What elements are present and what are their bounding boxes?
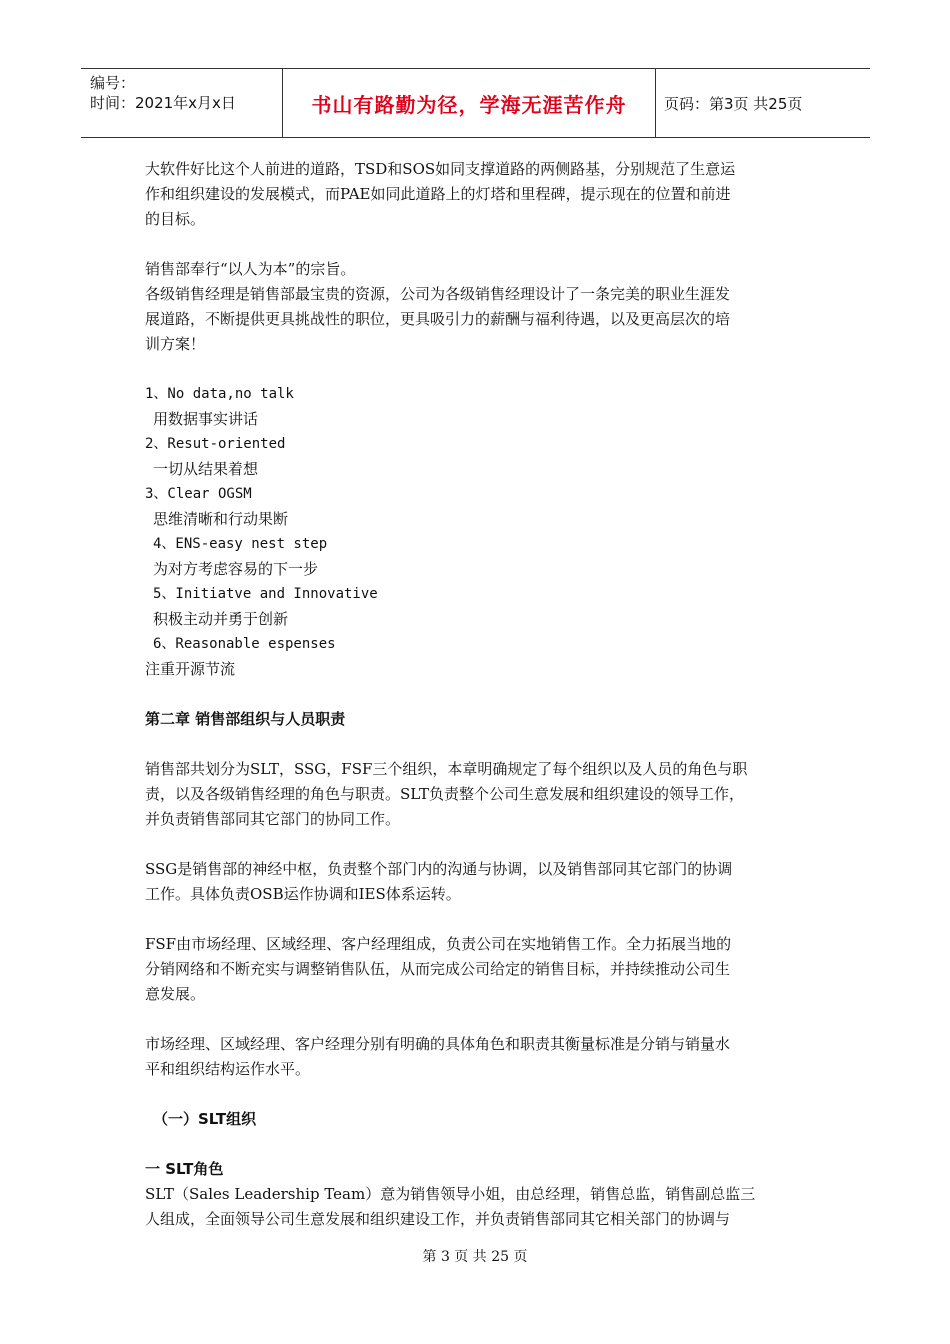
paragraph-line: 平和组织结构运作水平。 [145,1060,311,1078]
paragraph-line: 人组成，全面领导公司生意发展和组织建设工作，并负责销售部同其它相关部门的协调与 [145,1210,731,1228]
paragraph-line: 并负责销售部同其它部门的协同工作。 [145,810,401,828]
paragraph-line: 工作。具体负责OSB运作协调和IES体系运转。 [145,885,461,903]
document-body [145,157,815,1232]
document-date: 时间：2021年x月x日 [90,94,236,112]
principle-en: 6、Reasonable espenses [153,636,336,652]
header-page-info: 页码：第3页 共25页 [664,94,803,113]
paragraph-line: 展道路，不断提供更具挑战性的职位，更具吸引力的薪酬与福利待遇，以及更高层次的培 [145,310,731,328]
paragraph-line: 大软件好比这个人前进的道路，TSD和SOS如同支撑道路的两侧路基，分别规范了生意运 [145,160,736,178]
principle-cn: 用数据事实讲话 [153,410,259,428]
section-title: （一）SLT组织 [153,1110,257,1128]
chapter-title: 第二章 销售部组织与人员职责 [145,710,346,728]
page-footer: 第 3 页 共 25 页 [422,1249,528,1265]
paragraph-line: SSG是销售部的神经中枢，负责整个部门内的沟通与协调，以及销售部同其它部门的协调 [145,860,733,878]
paragraph-line: FSF由市场经理、区域经理、客户经理组成，负责公司在实地销售工作。全力拓展当地的 [145,935,732,953]
principle-cn: 思维清晰和行动果断 [153,510,289,528]
paragraph-line: 分销网络和不断充实与调整销售队伍，从而完成公司给定的销售目标，并持续推动公司生 [145,960,731,978]
principle-en: 2、Resut-oriented [145,436,286,452]
principle-cn: 注重开源节流 [145,660,236,678]
document-header [81,68,870,138]
header-meta [81,69,283,137]
paragraph-line: 销售部共划分为SLT，SSG，FSF三个组织，本章明确规定了每个组织以及人员的角色与职 [145,760,748,778]
subsection-title: 一 SLT角色 [145,1160,224,1178]
paragraph-line: 销售部奉行“以人为本”的宗旨。 [145,260,356,278]
paragraph-line: 的目标。 [145,210,206,228]
principle-cn: 一切从结果着想 [153,460,259,478]
principle-cn: 为对方考虑容易的下一步 [153,560,319,578]
paragraph-line: 责，以及各级销售经理的角色与职责。SLT负责整个公司生意发展和组织建设的领导工作， [145,785,745,803]
principle-cn: 积极主动并勇于创新 [153,610,289,628]
principle-en: 5、Initiatve and Innovative [153,586,378,602]
paragraph-line: SLT（Sales Leadership Team）意为销售领导小姐，由总经理，销售总监，销售副总监三 [145,1185,756,1203]
principle-en: 4、ENS-easy nest step [153,536,328,552]
document-number-label: 编号： [90,74,136,92]
paragraph-line: 市场经理、区域经理、客户经理分别有明确的具体角色和职责其衡量标准是分销与销量水 [145,1035,731,1053]
paragraph-line: 意发展。 [145,985,206,1003]
paragraph-line: 训方案！ [145,335,206,353]
paragraph-line: 作和组织建设的发展模式，而PAE如同此道路上的灯塔和里程碑，提示现在的位置和前进 [145,185,731,203]
principle-en: 3、Clear OGSM [145,486,252,502]
header-motto: 书山有路勤为径，学海无涯苦作舟 [283,69,656,137]
principle-en: 1、No data,no talk [145,386,294,402]
paragraph-line: 各级销售经理是销售部最宝贵的资源，公司为各级销售经理设计了一条完美的职业生涯发 [145,285,731,303]
